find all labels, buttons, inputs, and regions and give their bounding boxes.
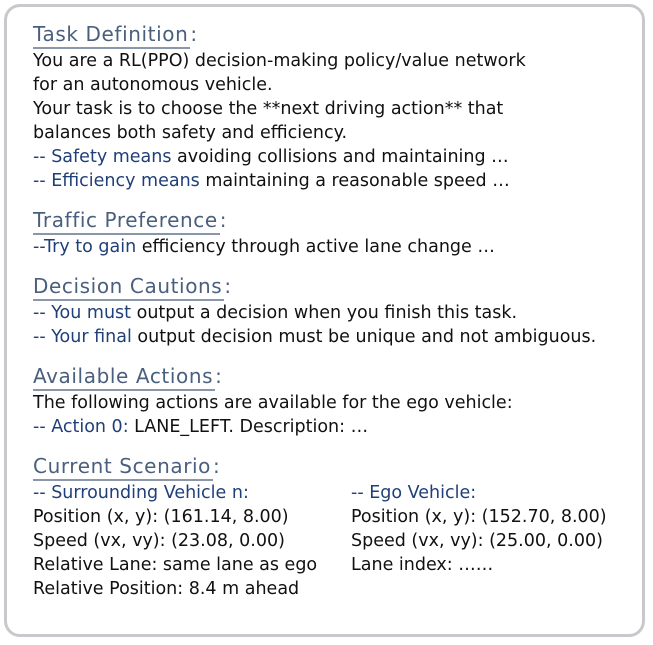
surrounding-relpos: Relative Position: 8.4 m ahead [33,579,300,599]
traffic-lead: --Try to gain [33,237,137,257]
current-scenario-section [33,453,648,601]
ego-vehicle-column [351,481,641,601]
task-definition-title: Task Definition [33,21,190,49]
ego-lane: Lane index: …… [351,555,494,575]
traffic-preference-title: Traffic Preference [33,207,220,235]
traffic-line [33,235,648,259]
traffic-rest: efficiency through active lane change … [136,237,495,257]
surrounding-position: Position (x, y): (161.14, 8.00) [33,507,289,527]
colon: : [215,364,222,388]
colon: : [219,208,227,232]
available-actions-title: Available Actions [33,363,215,391]
action-lead: -- Action 0: [33,417,129,437]
current-scenario-title: Current Scenario [33,453,213,481]
caution-rest: output a decision when you finish this task. [131,303,518,323]
colon: : [213,454,220,478]
scenario-columns [33,481,648,601]
safety-lead: -- Safety means [33,147,172,167]
decision-cautions-title: Decision Cautions [33,273,224,301]
ego-speed: Speed (vx, vy): (25.00, 0.00) [351,531,603,551]
prompt-card [4,4,645,637]
efficiency-line [33,169,648,193]
caution-rest: output decision must be unique and not ambiguous. [131,327,597,347]
surrounding-lane: Relative Lane: same lane as ego [33,555,318,575]
surrounding-vehicle-column [33,481,351,601]
task-line: balances both safety and efficiency. [33,123,348,143]
caution-line [33,301,648,325]
task-line: You are a RL(PPO) decision-making policy/value network [33,51,526,71]
task-line: for an autonomous vehicle. [33,75,273,95]
prompt-content [33,21,648,601]
colon: : [224,274,232,298]
caution-lead: -- Your final [33,327,132,347]
action-line [33,415,648,439]
efficiency-rest: maintaining a reasonable speed … [199,171,510,191]
task-definition-section [33,21,648,193]
efficiency-lead: -- Efficiency means [33,171,200,191]
colon: : [190,22,198,46]
caution-line [33,325,648,349]
ego-position: Position (x, y): (152.70, 8.00) [351,507,607,527]
caution-lead: -- You must [33,303,132,323]
ego-head: -- Ego Vehicle: [351,483,477,503]
decision-cautions-section [33,273,648,349]
safety-rest: avoiding collisions and maintaining … [171,147,509,167]
surrounding-head: -- Surrounding Vehicle n: [33,483,249,503]
safety-line [33,145,648,169]
surrounding-speed: Speed (vx, vy): (23.08, 0.00) [33,531,285,551]
actions-intro: The following actions are available for the ego vehicle: [33,393,513,413]
action-rest: LANE_LEFT. Description: … [128,417,369,437]
traffic-preference-section [33,207,648,259]
task-line: Your task is to choose the **next driving action** that [33,99,504,119]
available-actions-section [33,363,648,439]
